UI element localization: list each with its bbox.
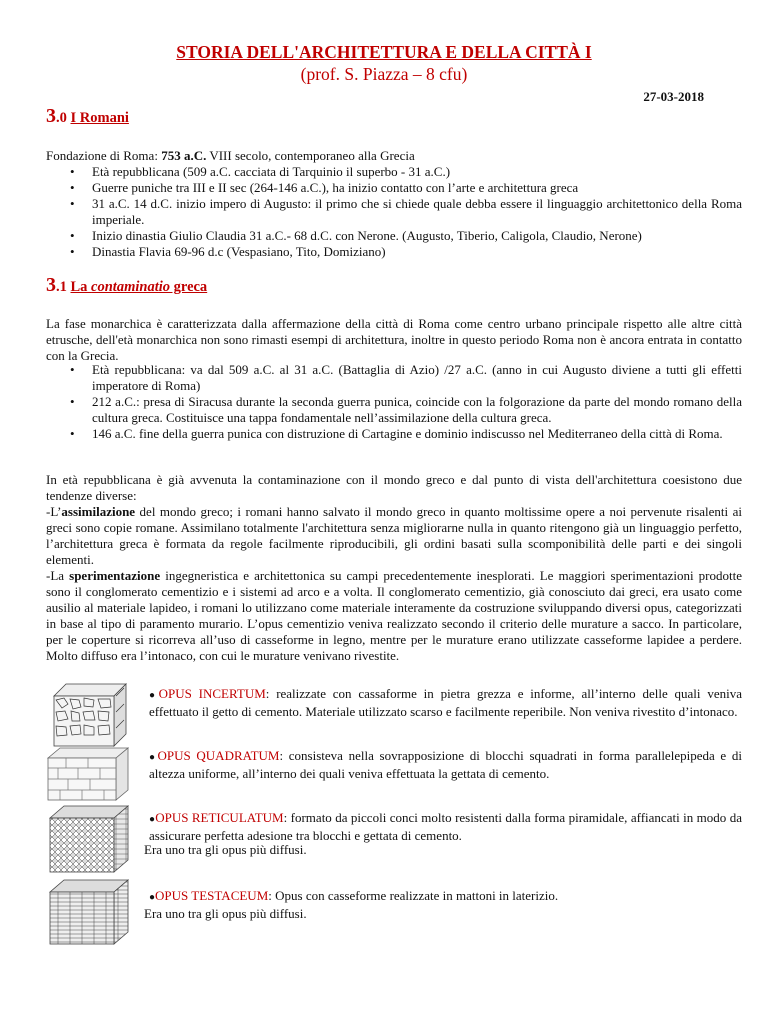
bullet-icon: ● (149, 814, 156, 825)
section-heading-romani (46, 105, 129, 127)
opus-quadratum-text (149, 748, 742, 782)
opus-quadratum-wall-icon (46, 746, 130, 802)
bullet-icon: ● (149, 690, 159, 701)
assim-text: del mondo greco; i romani hanno salvato il mondo greco in quanto moltissime opere a noi pervenute risalenti ai greci sono copie romane. Assimilano totalmente l'architettura senza migliorarne nulla in quanto ritengono già un linguaggio perfetto, l’architettura greca è formata da regole facilmente riproducibili, gli ordini basati sulla scomponibilità delle parti e dei singoli elementi. (46, 504, 742, 567)
sper-text: ingegneristica e architettonica su campi precedentemente inesplorati. Le maggiori sperimentazioni prodotte sono il conglomerato cementizio e i sistemi ad arco e a volta. Il conglomerato cementizio, già conosciuto dai greci, era usato come ausilio al materiale lapideo, i romani lo utilizzano come materiale interamente da costruzione sviluppando diversi opus, categorizzati in base al tipo di paramento murario. L’opus cementizio veniva realizzato secondo il criterio delle murature a sacco. In particolare, per le coperture si ricorreva all’uso di casseforme in legno, mentre per le murature erano utilizzate casseforme lapidee a perdere. Molto diffuso era l’intonaco, con cui le murature venivano rivestite. (46, 568, 742, 663)
bullet-icon: ● (149, 892, 156, 903)
list-item: • 212 a.C.: presa di Siracusa durante la seconda guerra punica, coincide con la folgorazione da parte del mondo romano della cultura greca. Costituisce una tappa fondamentale nell’assimilazione della cultura greca. (46, 394, 742, 426)
opus-incertum-text (149, 686, 742, 720)
document-date: 27-03-2018 (643, 89, 704, 104)
foundation-date: 753 a.C. (161, 148, 207, 163)
opus-description: : consisteva nella sovrapposizione di blocchi squadrati in forma parallelepipeda e di altezza uniforme, all’interno dei quali veniva effettuata la gettata di cemento. (149, 748, 742, 781)
section-number-minor: .1 (56, 279, 67, 295)
opus-description: : Opus con casseforme realizzate in mattoni in laterizio. (268, 888, 559, 903)
assim-keyword: assimilazione (61, 504, 136, 519)
document-subtitle: (prof. S. Piazza – 8 cfu) (300, 64, 468, 84)
monarchy-paragraph: La fase monarchica è caratterizzata dalla affermazione della città di Roma come centro urbano principale rispetto alle altre città etrusche, dell'età monarchica non sono rimasti esempi di architettura, inoltre in questo periodo Roma non è ancora entrata in contatto con la Grecia. (46, 316, 742, 363)
two-tendencies-paragraph: In età repubblicana è già avvenuta la contaminazione con il mondo greco e dal punto di vista dell'architettura coesistono due tendenze diverse: (46, 472, 742, 503)
contaminatio-bullet-list (46, 362, 742, 442)
assimilation-paragraph (46, 504, 742, 568)
opus-testaceum-text (149, 888, 742, 906)
list-item: • Guerre puniche tra III e II sec (264-146 a.C.), ha inizio contatto con l’arte e architettura greca (46, 180, 742, 196)
opus-description: : realizzate con cassaforme in pietra grezza e informe, all’interno delle quali veniva effettuato il getto di cemento. Materiale utilizzato scarso e facilmente reperibile. Non veniva rivestito d’intonaco. (149, 686, 742, 719)
title-part: greca (170, 279, 208, 295)
section-heading-contaminatio (46, 274, 208, 296)
opus-incertum-wall-icon (46, 682, 128, 748)
section-number-minor: .0 (56, 110, 67, 126)
list-item: • Inizio dinastia Giulio Claudia 31 a.C.- 68 d.C. con Nerone. (Augusto, Tiberio, Caligola, Claudio, Nerone) (46, 228, 742, 244)
section-title (71, 279, 208, 295)
romani-bullet-list (46, 164, 742, 260)
section-title: I Romani (70, 110, 129, 126)
list-item: • 146 a.C. fine della guerra punica con distruzione di Cartagine e dominio indiscusso nel Mediterraneo della città di Roma. (46, 426, 742, 442)
opus-testaceum-wall-icon (46, 878, 130, 946)
opus-description: : formato da piccoli conci molto resistenti dalla forma piramidale, affiancati in modo da assicurare perfetta adesione tra blocchi e gettata di cemento. (149, 810, 742, 843)
section-number-major: 3 (46, 274, 56, 296)
list-item: • Dinastia Flavia 69-96 d.c (Vespasiano, Tito, Domiziano) (46, 244, 742, 260)
opus-name: OPUS INCERTUM (158, 686, 266, 701)
list-item: • Età repubblicana: va dal 509 a.C. al 31 a.C. (Battaglia di Azio) /27 a.C. (anno in cui Augusto diviene a tutti gli effetti imperatore di Roma) (46, 362, 742, 394)
experimentation-paragraph (46, 568, 742, 664)
opus-reticulatum-wall-icon (46, 804, 130, 874)
title-part: La (70, 279, 92, 295)
title-italic: contaminatio (91, 279, 171, 295)
bullet-icon: ● (149, 752, 158, 763)
assim-prefix: -L’ (46, 504, 62, 519)
opus-reticulatum-note: Era uno tra gli opus più diffusi. (144, 842, 307, 857)
foundation-suffix: VIII secolo, contemporaneo alla Grecia (206, 148, 415, 163)
section-number-major: 3 (46, 105, 56, 127)
sper-keyword: sperimentazione (69, 568, 161, 583)
list-item: • 31 a.C. 14 d.C. inizio impero di Augusto: il primo che si chiede quale debba essere il linguaggio architettonico della Roma imperiale. (46, 196, 742, 228)
opus-name: OPUS RETICULATUM (155, 810, 284, 825)
opus-reticulatum-text (149, 810, 742, 844)
opus-name: OPUS QUADRATUM (157, 748, 280, 763)
foundation-prefix: Fondazione di Roma: (46, 148, 162, 163)
list-item: • Età repubblicana (509 a.C. cacciata di Tarquinio il superbo - 31 a.C.) (46, 164, 742, 180)
opus-name: OPUS TESTACEUM (155, 888, 269, 903)
opus-testaceum-note: Era uno tra gli opus più diffusi. (144, 906, 307, 921)
sper-prefix: -La (46, 568, 70, 583)
document-title: STORIA DELL'ARCHITETTURA E DELLA CITTÀ I (176, 42, 592, 62)
foundation-paragraph (46, 148, 742, 164)
